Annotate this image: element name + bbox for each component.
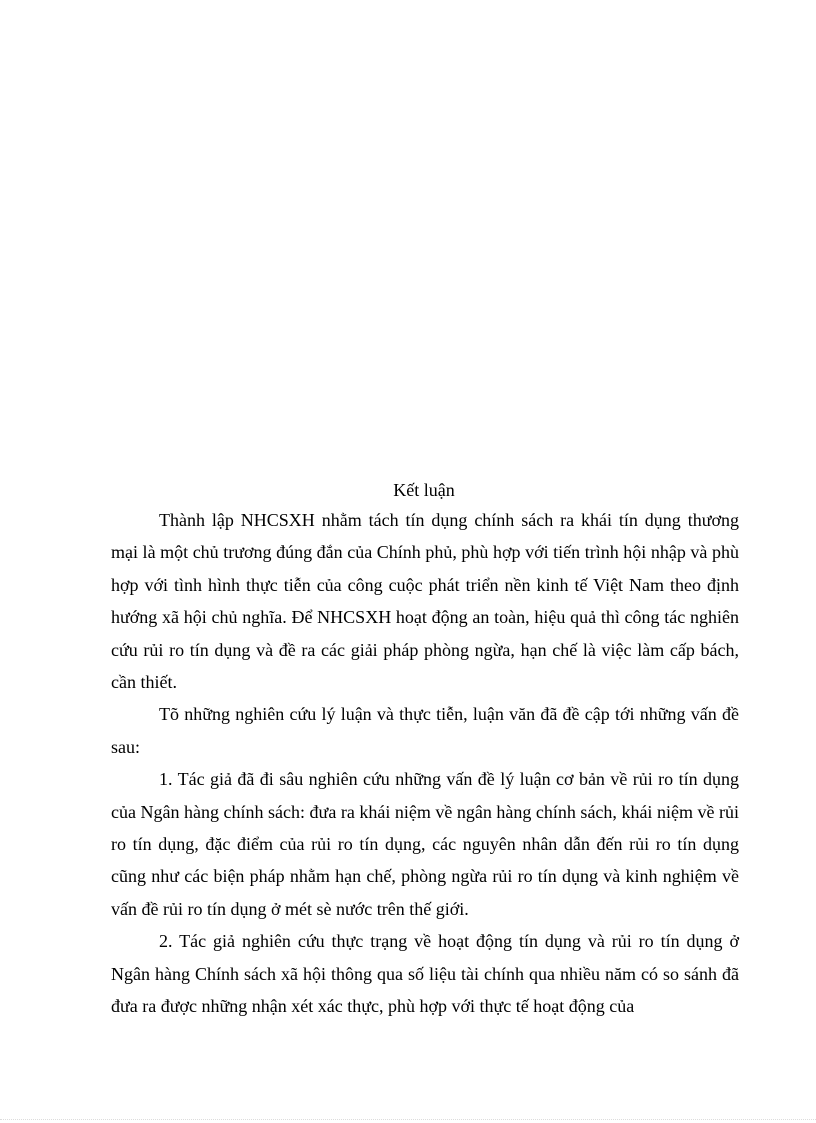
paragraph-intro: Thành lập NHCSXH nhằm tách tín dụng chính sách ra khái tín dụng thương mại là một chủ trương đúng đắn của Chính phủ, phù hợp với tiến trình hội nhập và phù hợp với tình hình thực tiễn của công cuộc phát triển nền kinh tế Việt Nam theo định hướng xã hội chủ nghĩa. Để NHCSXH hoạt động an toàn, hiệu quả thì công tác nghiên cứu rủi ro tín dụng và đề ra các giải pháp phòng ngừa, hạn chế là việc làm cấp bách, cần thiết.	[111, 510, 739, 693]
paragraph-point-1: 1. Tác giả đã đi sâu nghiên cứu những vấn đề lý luận cơ bản về rủi ro tín dụng của Ngân hàng chính sách: đưa ra khái niệm về ngân hàng chính sách, khái niệm về rủi ro tín dụng, đặc điểm của rủi ro tín dụng, các nguyên nhân dẫn đến rủi ro tín dụng cũng như các biện pháp nhằm hạn chế, phòng ngừa rủi ro tín dụng và kinh nghiệm về vấn đề rủi ro tín dụng ở mét sè nước trên thế giới.	[111, 769, 739, 919]
page-bottom-divider	[0, 1119, 816, 1120]
paragraph-overview: Tõ những nghiên cứu lý luận và thực tiễn, luận văn đã đề cập tới những vấn đề sau:	[111, 704, 739, 757]
page-body	[111, 479, 739, 1023]
section-heading: Kết luận	[393, 480, 455, 500]
paragraph-point-2: 2. Tác giả nghiên cứu thực trạng về hoạt động tín dụng và rủi ro tín dụng ở Ngân hàng Chính sách xã hội thông qua số liệu tài chính qua nhiều năm có so sánh đã đưa ra được những nhận xét xác thực, phù hợp với thực tế hoạt động của	[111, 931, 739, 1017]
